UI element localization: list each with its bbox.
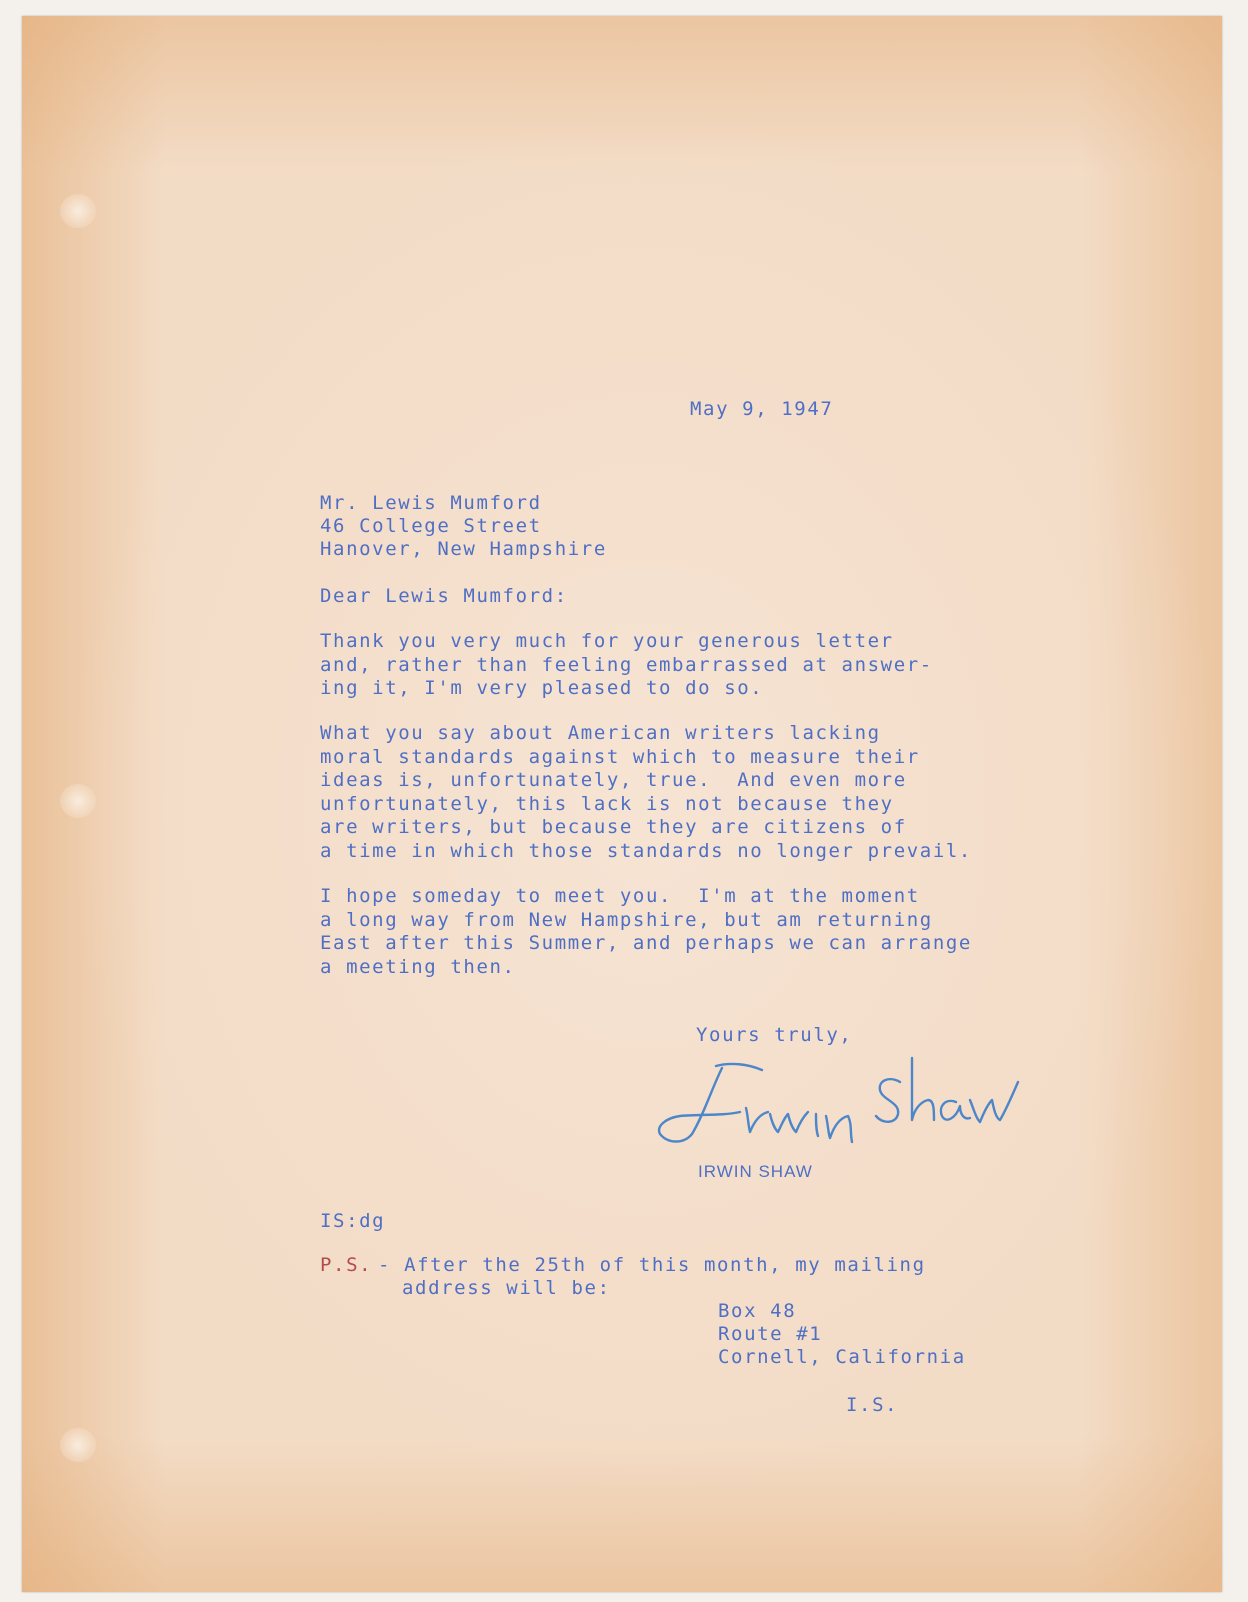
recipient-street: 46 College Street — [320, 515, 542, 537]
paragraph-1: Thank you very much for your generous letter and, rather than feeling embarrassed at answer- ing it, I'm very pleased to do so. — [320, 630, 933, 699]
postscript-address-line-2: Route #1 — [718, 1323, 823, 1345]
postscript-label: P.S. — [320, 1254, 373, 1276]
letter-date: May 9, 1947 — [690, 398, 834, 420]
postscript-line-2: address will be: — [402, 1277, 611, 1299]
punch-hole — [60, 1428, 96, 1462]
closing: Yours truly, — [696, 1024, 853, 1046]
handwritten-signature — [650, 1052, 1030, 1152]
postscript-address-line-1: Box 48 — [718, 1300, 797, 1322]
recipient-name: Mr. Lewis Mumford — [320, 492, 542, 514]
punch-hole — [60, 784, 96, 818]
recipient-city: Hanover, New Hampshire — [320, 538, 607, 560]
salutation: Dear Lewis Mumford: — [320, 585, 568, 607]
postscript-line-1: - After the 25th of this month, my mailing — [378, 1254, 926, 1276]
punch-hole — [60, 194, 96, 228]
paragraph-2: What you say about American writers lacking moral standards against which to measure their ideas is, unfortunately, true. And even more unfortunately, this lack is not because they are writers, but because they are citizens of a time in which those standards no longer prevail. — [320, 722, 972, 862]
postscript-initials: I.S. — [846, 1394, 899, 1416]
paragraph-3: I hope someday to meet you. I'm at the moment a long way from New Hampshire, but am returning East after this Summer, and perhaps we can arrange a meeting then. — [320, 885, 972, 978]
reference-initials: IS:dg — [320, 1210, 386, 1232]
signer-name: IRWIN SHAW — [698, 1162, 813, 1181]
postscript-address-line-3: Cornell, California — [718, 1346, 966, 1368]
